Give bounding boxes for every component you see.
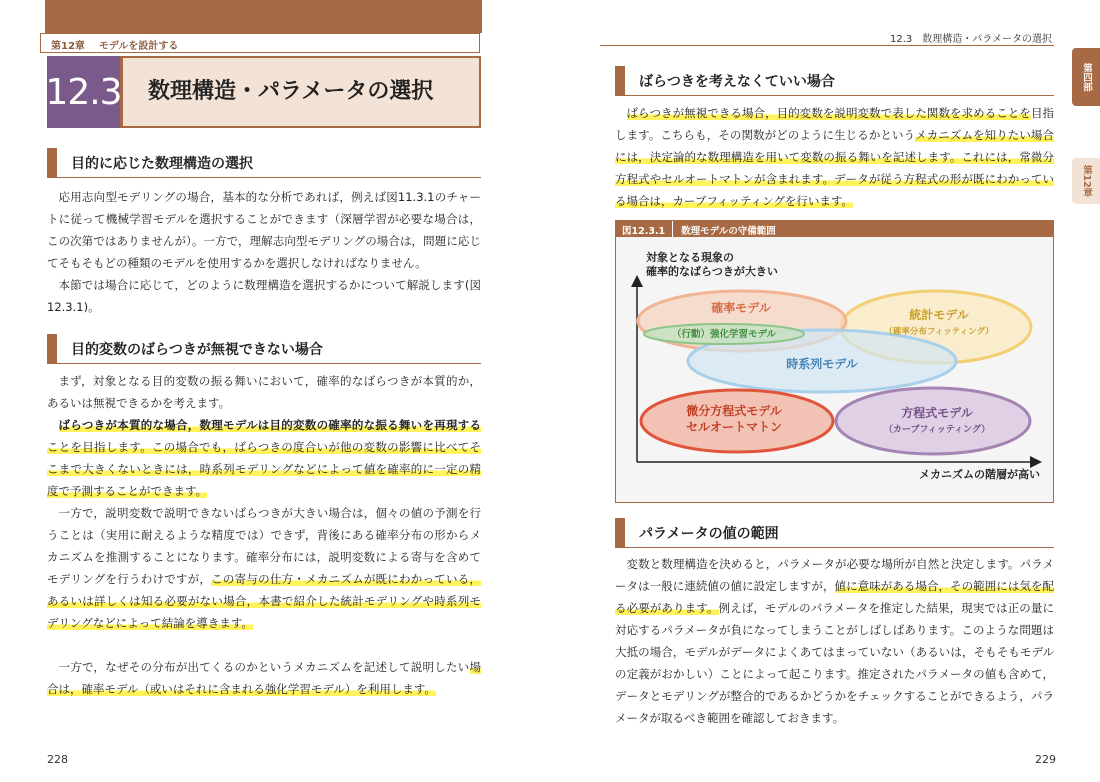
equation-model-ellipse <box>836 388 1030 454</box>
text: 一方で，説明変数で説明できないばらつきが大きい場合は，個々の値の予測を行うことは（実用に耐えるような精度では）できず，背後にある確率分布の形からメカニズムを推測することになります。確率分布には，説明変数による寄与を含めてモデリングを行うわけですが， <box>47 506 481 586</box>
heading-text: 目的に応じた数理構造の選択 <box>71 156 253 172</box>
part-tab: 第四部 <box>1072 48 1100 106</box>
chapter-tab: 第12章 <box>1072 158 1100 204</box>
y-axis-label-1: 対象となる現象の <box>646 251 734 264</box>
section-title: 数理構造・パラメータの選択 <box>148 79 434 104</box>
text: 一方で，なぜその分布が出てくるのかというメカニズムを記述して説明したい <box>58 660 470 674</box>
figure-title: 数理モデルの守備範囲 <box>681 226 776 237</box>
paragraph: 本節では場合に応じて，どのように数理構造を選択するかについて解説します(図12.3.1)。 <box>47 278 481 314</box>
figure-header <box>616 221 1053 237</box>
prob-model-label: 確率モデル <box>711 301 771 315</box>
highlight: メカニズムを知りたい場合には，決定論的な数理構造を用いて変数の振る舞いを記述します。これには，常微分方程式やセルオートマトンが含まれます。データが従う方程式の形が既にわかっている場合は，カーブフィッティングを行います。 <box>615 128 1055 208</box>
timeseries-label: 時系列モデル <box>786 357 858 371</box>
paragraph-block-4 <box>615 553 1054 729</box>
paragraph: 応用志向型モデリングの場合，基本的な分析であれば，例えば図11.3.1のチャートに従って機械学習モデルを選択することができます（深層学習が必要な場合は，この次第ではありませんが）。一方で，理解志向型モデリングの場合は，問題に応じてそもそもどの種類のモデルを使用するかを選択しなければなりません。 <box>47 190 481 270</box>
y-axis-label-2: 確率的なばらつきが大きい <box>646 265 778 278</box>
text: 例えば，モデルのパラメータを推定した結果，現実では正の量に対応するパラメータが負になってしまうことがしばしばあります。このような問題は大抵の場合，モデルがデータによくあてはまっていない（あるいは，そもそもモデルの定義がおかしい）ことによって起こります。推定されたパラメータの値も含めて，データとモデリングが整合的であるかどうかをチェックすることができるよう，パラメータが取るべき範囲を確認しておきます。 <box>615 601 1054 725</box>
diffeq-label: 微分方程式モデル <box>686 404 782 418</box>
stat-model-sublabel: （確率分布フィッティング） <box>884 327 994 337</box>
equation-model-label: 方程式モデル <box>901 406 973 420</box>
paragraph-block-2 <box>47 370 481 700</box>
paragraph-block-1 <box>47 186 481 318</box>
page-number-left: 228 <box>47 753 68 766</box>
figure-12-3-1 <box>615 220 1054 503</box>
paragraph <box>47 656 481 700</box>
page-number-right: 229 <box>1035 753 1056 766</box>
running-head-rule <box>600 45 1054 46</box>
heading-marker <box>47 334 57 364</box>
paragraph <box>615 102 1054 212</box>
paragraph <box>47 502 481 634</box>
paragraph <box>47 414 481 502</box>
highlight: この寄与の仕方・メカニズムが既にわかっている，あるいは詳しくは知る必要がない場合，本書で紹介した統計モデリングや時系列モデリングなどによって結論を導きます。 <box>47 572 481 630</box>
chapter-header <box>40 33 480 53</box>
highlight-bold: ばらつきが本質的な場合，数理モデルは目的変数の確率的な振る舞いを再現する <box>58 418 481 432</box>
highlight: 場合は，確率モデル（或いはそれに含まれる強化学習モデル）を利用します。 <box>47 660 481 696</box>
paragraph-block-3 <box>615 102 1054 212</box>
chapter-title: モデルを設計する <box>98 41 179 52</box>
highlight: ばらつきが無視できる場合，目的変数を説明変数で表した関数を求めることを <box>626 106 1031 120</box>
heading-variance-not-ignorable <box>47 334 481 364</box>
section-number: 12.3 <box>47 56 123 128</box>
heading-text: ばらつきを考えなくていい場合 <box>639 74 835 90</box>
heading-marker <box>47 148 57 178</box>
text: 変数と数理構造を決めると，パラメータが必要な場所が自然と決定します。パラメータは一般に連続値の値に設定しますが， <box>615 557 1054 593</box>
heading-text: 目的変数のばらつきが無視できない場合 <box>71 342 323 358</box>
equation-model-sublabel: （カーブフィッティング） <box>883 425 991 435</box>
highlight: 値に意味がある場合，その範囲には気を配る必要があります。 <box>615 579 1055 615</box>
model-scope-diagram <box>616 237 1053 502</box>
heading-marker <box>615 66 625 96</box>
heading-purpose <box>47 148 481 178</box>
heading-variance-ignorable <box>615 66 1054 96</box>
x-axis-label: メカニズムの階層が高い <box>919 468 1040 481</box>
paragraph: まず，対象となる目的変数の振る舞いにおいて，確率的なばらつきが本質的か，あるいは無視できるかを考えます。 <box>47 374 481 410</box>
rl-model-label: （行動）強化学習モデル <box>671 329 777 340</box>
running-head: 12.3 数理構造・パラメータの選択 <box>890 34 1052 45</box>
heading-marker <box>615 518 625 548</box>
text: 目指します。こちらも，その関数がどのように生じるかという <box>615 106 1054 142</box>
stat-model-label: 統計モデル <box>909 308 969 322</box>
figure-number: 図12.3.1 <box>616 221 673 237</box>
highlight: ことを目指します。この場合でも，ばらつきの度合いが他の変数の影響に比べてそこまで大きくないときには，時系列モデリングなどによって値を確率的に一定の精度で予測することができます。 <box>47 440 481 498</box>
figure-body <box>616 237 1053 502</box>
chapter-label: 第12章 <box>51 41 85 52</box>
top-color-bar <box>45 0 482 33</box>
paragraph <box>615 553 1054 729</box>
heading-parameter-range <box>615 518 1054 548</box>
cellular-automaton-label: セルオートマトン <box>685 420 783 434</box>
heading-text: パラメータの値の範囲 <box>639 526 779 542</box>
